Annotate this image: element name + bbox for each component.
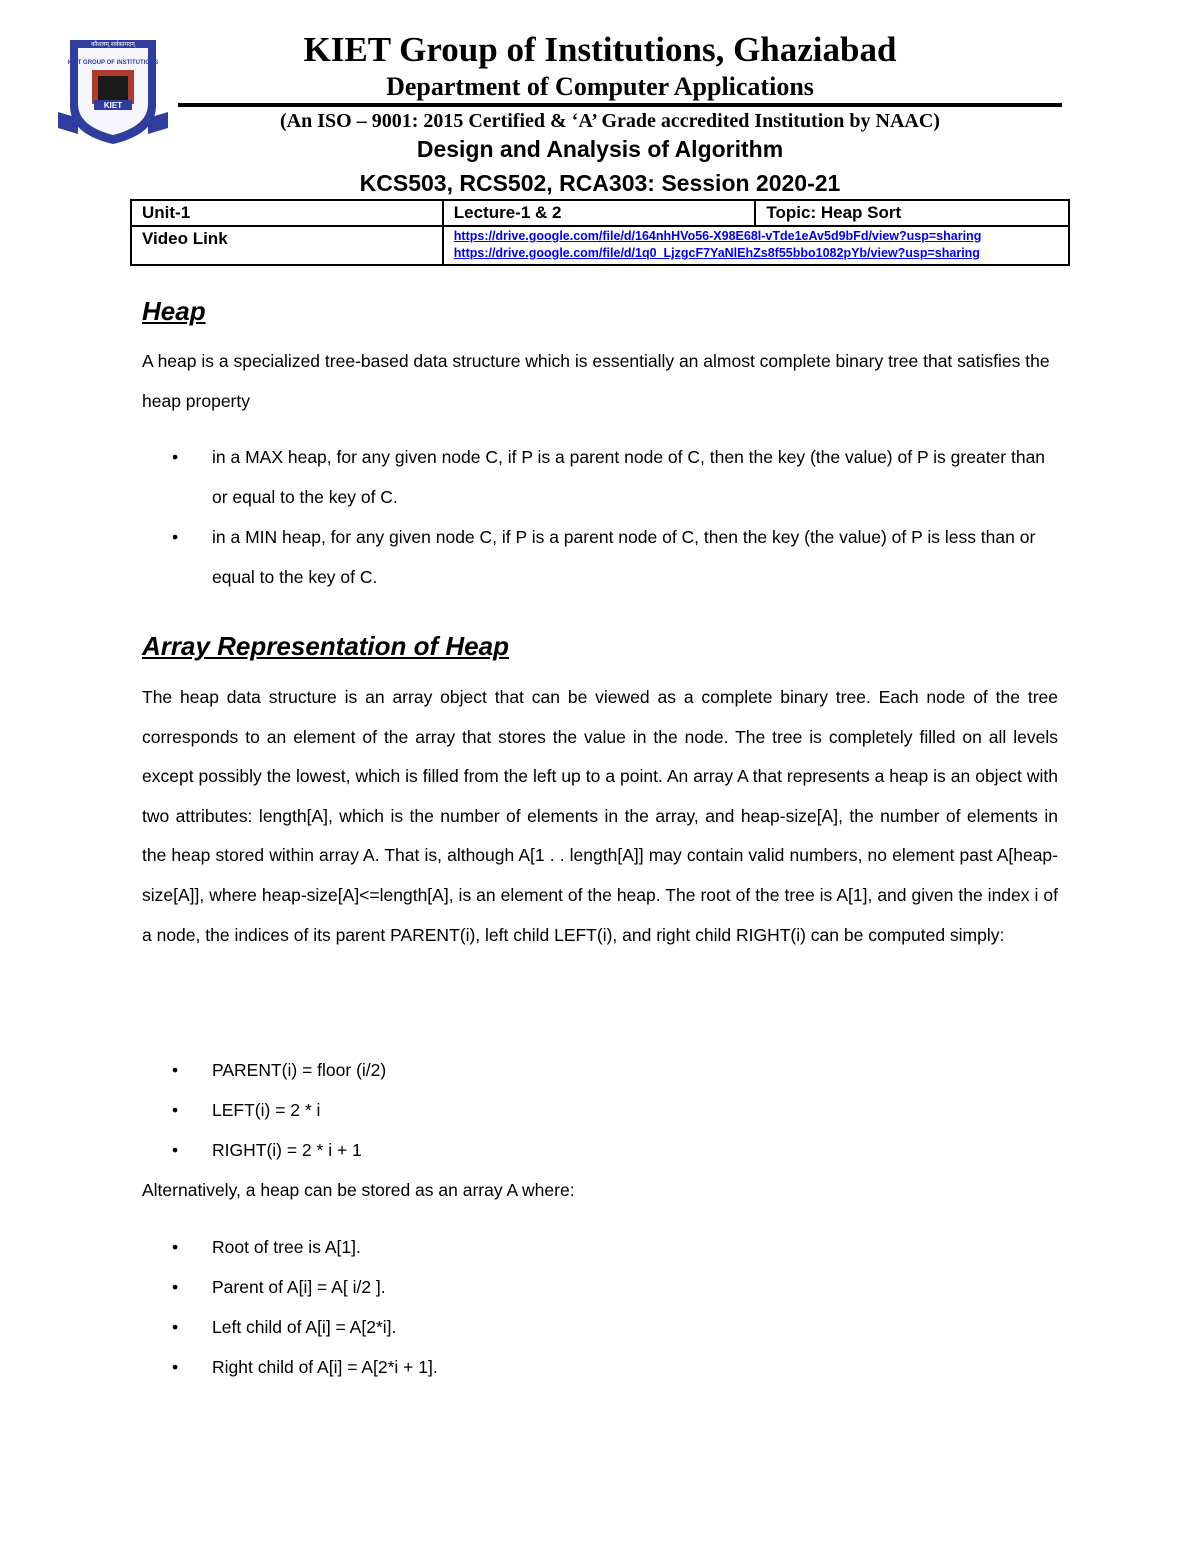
list-item: • LEFT(i) = 2 * i [142, 1090, 1058, 1130]
logo-text: KIET GROUP OF INSTITUTIONS [67, 60, 159, 66]
header-divider [178, 103, 1062, 107]
list-item: • in a MAX heap, for any given node C, if P is a parent node of C, then the key (the value) of P is greater than or equal to the key of C. [142, 437, 1058, 517]
array-rep-heading: Array Representation of Heap [142, 631, 509, 661]
lecture-info-table [130, 199, 1070, 266]
accreditation-text: (An ISO – 9001: 2015 Certified & ‘A’ Grade accredited Institution by NAAC) [280, 110, 940, 132]
bullet-icon: • [172, 1237, 179, 1257]
list-item: • Left child of A[i] = A[2*i]. [142, 1307, 1058, 1347]
topic-cell: Topic: Heap Sort [755, 200, 1069, 226]
lecture-cell: Lecture-1 & 2 [443, 200, 756, 226]
kiet-logo [58, 34, 168, 146]
video-links-cell [443, 226, 1069, 265]
bullet-icon: • [172, 447, 179, 467]
heap-intro: A heap is a specialized tree-based data structure which is essentially an almost complete binary tree that satisfies the heap property [142, 351, 1050, 411]
list-item: • Parent of A[i] = A[ i/2 ]. [142, 1267, 1058, 1307]
list-item: • PARENT(i) = floor (i/2) [142, 1050, 1058, 1090]
bullet-icon: • [172, 1317, 179, 1337]
alt-list [142, 1227, 1058, 1387]
logo-motto: कौशलम् सर्वकामदम् [91, 41, 135, 48]
department-title: Department of Computer Applications [386, 72, 814, 101]
table-row [131, 200, 1069, 226]
array-rep-paragraph: The heap data structure is an array object that can be viewed as a complete binary tree. Each node of the tree corresponds to an element of the array that stores the value in the node. The tree is completely filled on all levels except possibly the lowest, which is filled from the left up to a point. An array A that represents a heap is an object with two attributes: length[A], which is the number of elements in the array, and heap-size[A], the number of elements in the heap stored within array A. That is, although A[1 . . length[A]] may contain valid numbers, no element past A[heap-size[A]], where heap-size[A]<=length[A], is an element of the heap. The root of the tree is A[1], and given the index i of a node, the indices of its parent PARENT(i), left child LEFT(i), and right child RIGHT(i) can be computed simply: [142, 687, 1058, 945]
heap-heading: Heap [142, 296, 206, 326]
video-label-cell: Video Link [131, 226, 443, 265]
video-link-1[interactable]: https://drive.google.com/file/d/164nhHVo56-X98E68l-vTde1eAv5d9bFd/view?usp=sharing [453, 229, 982, 243]
bullet-icon: • [172, 1277, 179, 1297]
list-item: • Root of tree is A[1]. [142, 1227, 1058, 1267]
course-title: Design and Analysis of Algorithm [416, 136, 784, 162]
list-item: • RIGHT(i) = 2 * i + 1 [142, 1130, 1058, 1170]
bullet-icon: • [172, 1060, 179, 1080]
alt-intro: Alternatively, a heap can be stored as an array A where: [142, 1180, 575, 1200]
bullet-icon: • [172, 1100, 179, 1120]
bullet-icon: • [172, 1140, 179, 1160]
formula-list [142, 1050, 1058, 1170]
list-item: • Right child of A[i] = A[2*i + 1]. [142, 1347, 1058, 1387]
unit-cell: Unit-1 [131, 200, 443, 226]
list-item: • in a MIN heap, for any given node C, if P is a parent node of C, then the key (the value) of P is less than or equal to the key of C. [142, 517, 1058, 597]
video-link-2[interactable]: https://drive.google.com/file/d/1q0_LjzgcF7YaNlEhZs8f55bbo1082pYb/view?usp=sharing [453, 246, 980, 260]
heap-property-list [142, 437, 1058, 597]
bullet-icon: • [172, 1357, 179, 1377]
session-title: KCS503, RCS502, RCA303: Session 2020-21 [359, 170, 841, 196]
table-row [131, 226, 1069, 265]
institution-title: KIET Group of Institutions, Ghaziabad [303, 30, 897, 69]
bullet-icon: • [172, 527, 179, 547]
svg-text:KIET: KIET [103, 101, 123, 110]
